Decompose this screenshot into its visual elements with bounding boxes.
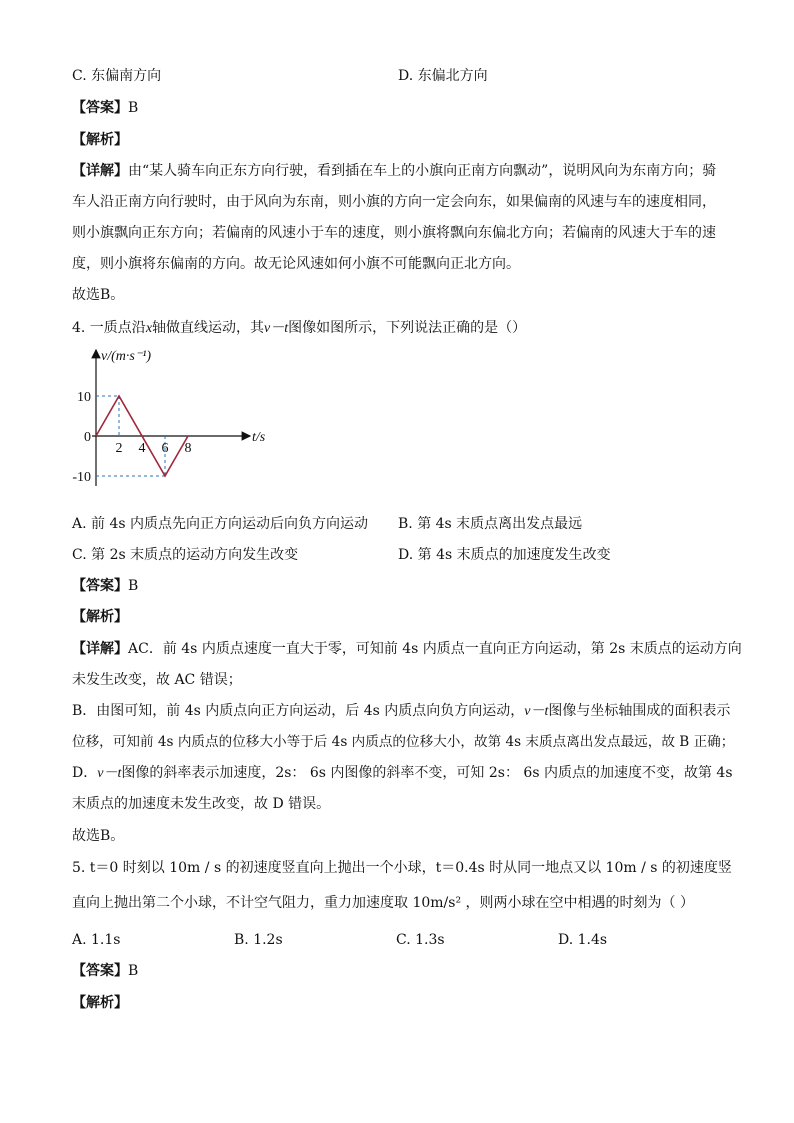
q3-conclusion: 故选B。 [72,287,125,303]
answer-value: B [128,963,139,979]
x-tick-label: 6 [161,441,169,456]
q5-stem-line-2: 直向上抛出第二个小球，不计空气阻力，重力加速度取 10m/s² ，则两小球在空中相遇的时刻为（ ） [72,895,694,911]
q4-conclusion: 故选B。 [72,828,125,844]
q4-detail-line-4: 位移，可知前 4s 内质点的位移大小等于后 4s 内质点的位移大小，故第 4s 末质点离出发点最远，故 B 正确； [72,734,735,750]
q5-option-a: A. 1.1s [72,932,121,948]
q4-detail-3a: B．由图可知，前 4s 内质点向正方向运动，后 4s 内质点向负方向运动， [72,703,525,719]
y-tick-label: -10 [72,470,91,485]
detail-tag: 【详解】 [72,163,128,179]
q4-detail-line-3 [72,701,730,722]
x-tick-label: 8 [184,441,192,456]
q4-stem-x: x [145,321,153,336]
q4-detail-line-5 [72,763,733,784]
q4-analysis-tag: 【解析】 [72,609,128,625]
q4-stem-part-b: 轴做直线运动，其 [152,320,265,336]
q3-detail-line-3: 则小旗飘向正东方向；若偏南的风速小于车的速度，则小旗将飘向东偏北方向；若偏南的风速大于车的速 [72,225,716,241]
y-tick-label: 10 [77,390,91,405]
q4-detail-text: AC．前 4s 内质点速度一直大于零，可知前 4s 内质点一直向正方向运动，第 2s 末质点的运动方向 [128,641,742,657]
q5-option-b: B. 1.2s [234,932,283,948]
q3-option-d: D. 东偏北方向 [398,68,488,84]
q4-option-d: D. 第 4s 末质点的加速度发生改变 [398,547,611,563]
q4-answer [72,576,138,596]
q5-stem-line-1: 5. t＝0 时刻以 10m / s 的初速度竖直向上抛出一个小球，t＝0.4s 时从同一地点又以 10m / s 的初速度竖 [72,860,732,876]
q5-analysis-tag: 【解析】 [72,995,128,1011]
q3-detail-text: 由“某人骑车向正东方向行驶，看到插在车上的小旗向正南方向飘动”，说明风向为东南方向；骑 [128,163,717,179]
q4-detail-3-vt: v－t [524,704,549,719]
y-tick-label: 0 [84,430,91,445]
x-tick-label: 2 [115,441,123,456]
q4-stem-part-c: 图像如图所示，下列说法正确的是（） [288,320,527,336]
q4-detail-line-1 [72,639,742,659]
answer-tag: 【答案】 [72,578,128,594]
q4-stem [72,318,526,339]
q4-detail-5b: 图像的斜率表示加速度，2s： 6s 内图像的斜率不变，可知 2s： 6s 内质点的加速度不变，故第 4s [121,765,733,781]
q3-detail-line-2: 车人沿正南方向行驶时，由于风向为东南，则小旗的方向一定会向东，如果偏南的风速与车的速度相同， [72,194,716,210]
vt-graph [72,338,272,498]
q3-detail-line-1 [72,161,716,181]
x-tick-label: 4 [138,441,146,456]
answer-tag: 【答案】 [72,963,128,979]
q4-detail-5a: D． [72,765,98,781]
q4-detail-5-vt: v－t [97,766,122,781]
q5-answer [72,961,138,981]
y-axis-label: v/(m·s⁻¹) [101,349,152,364]
q4-option-a: A. 前 4s 内质点先向正方向运动后向负方向运动 [72,516,369,532]
q4-stem-vt: v－t [264,321,289,336]
q5-option-c: C. 1.3s [396,932,445,948]
q4-detail-line-6: 末质点的加速度未发生改变，故 D 错误。 [72,796,331,812]
q3-analysis-tag: 【解析】 [72,132,128,148]
q3-detail-line-4: 度，则小旗将东偏南的方向。故无论风速如何小旗不可能飘向正北方向。 [72,256,520,272]
q4-detail-3b: 图像与坐标轴围成的面积表示 [548,703,731,719]
answer-tag: 【答案】 [72,100,128,116]
x-axis-label: t/s [252,430,266,445]
answer-value: B [128,578,139,594]
q4-detail-line-2: 未发生改变，故 AC 错误； [72,672,242,688]
q3-option-c: C. 东偏南方向 [72,68,162,84]
q4-option-c: C. 第 2s 末质点的运动方向发生改变 [72,547,299,563]
q3-answer [72,98,138,118]
q4-option-b: B. 第 4s 末质点离出发点最远 [398,516,583,532]
q4-stem-part-a: 4. 一质点沿 [72,320,146,336]
answer-value: B [128,100,139,116]
q5-option-d: D. 1.4s [558,932,608,948]
detail-tag: 【详解】 [72,641,128,657]
